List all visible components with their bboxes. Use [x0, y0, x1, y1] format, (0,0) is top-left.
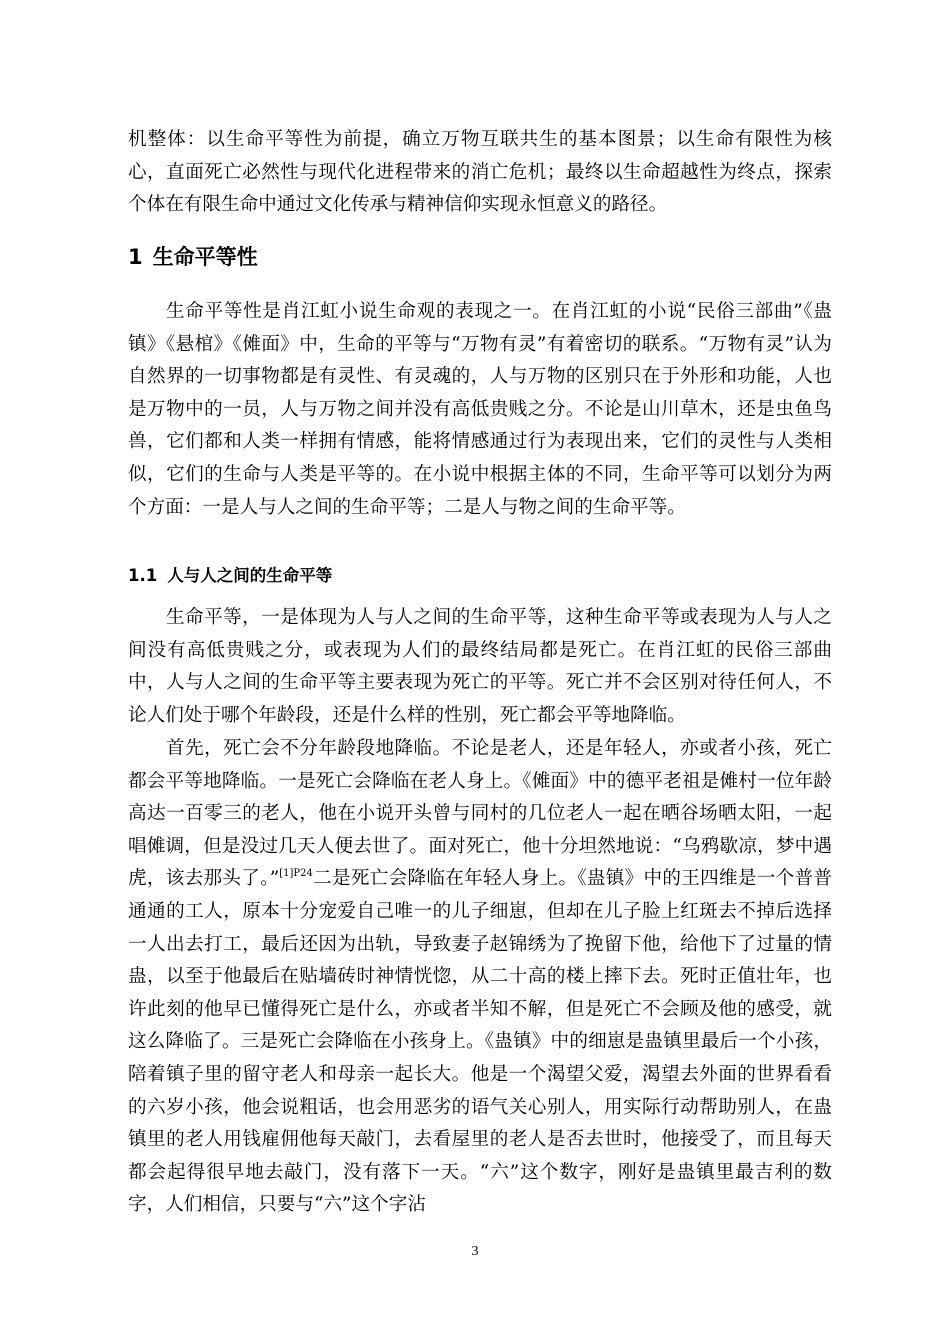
- intro-paragraph: 机整体：以生命平等性为前提，确立万物互联共生的基本图景；以生命有限性为核心，直面死亡必然性与现代化进程带来的消亡危机；最终以生命超越性为终点，探索个体在有限生命中通过文化传承与精神信仰实现永恒意义的路径。: [128, 129, 832, 216]
- section-1-1-heading: [128, 561, 332, 591]
- section-1-1-number: 1.1: [128, 566, 158, 585]
- page-number: 3: [471, 1244, 479, 1259]
- section-1-1-paragraph-1: 生命平等，一是体现为人与人之间的生命平等，这种生命平等或表现为人与人之间没有高低贵贱之分，或表现为人们的最终结局都是死亡。在肖江虹的民俗三部曲中，人与人之间的生命平等主要表现为死亡的平等。死亡并不会区别对待任何人，不论人们处于哪个年龄段，还是什么样的性别，死亡都会平等地降临。: [128, 607, 832, 726]
- section-1-title: 生命平等性: [152, 245, 258, 269]
- section-1-1-title: 人与人之间的生命平等: [167, 566, 333, 585]
- section-1-heading: [128, 241, 258, 273]
- section-1-1-paragraph-2: [128, 733, 832, 1222]
- paragraph-2-text-after-citation: 二是死亡会降临在年轻人身上。《蛊镇》中的王四维是一个普普通通的工人，原本十分宠爱自己唯一的儿子细崽，但却在儿子脸上红斑去不掉后选择一人出去打工，最后还因为出轨，导致妻子赵锦绣为了挽留下他，给他下了过量的情蛊，以至于他最后在贴墙砖时神情恍惚，从二十高的楼上摔下去。死时正值壮年，也许此刻的他早已懂得死亡是什么，亦或者半知不解，但是死亡不会顾及他的感受，就这么降临了。三是死亡会降临在小孩身上。《蛊镇》中的细崽是蛊镇里最后一个小孩，陪着镇子里的留守老人和母亲一起长大。他是一个渴望父爱，渴望去外面的世界看看的六岁小孩，他会说粗话，也会用恶劣的语气关心别人，用实际行动帮助别人，在蛊镇里的老人用钱雇佣他每天敲门，去看屋里的老人是否去世时，他接受了，而且每天都会起得很早地去敲门，没有落下一天。“六”这个数字，刚好是蛊镇里最吉利的数字，人们相信，只要与“六”这个字沾: [128, 868, 832, 1216]
- citation-superscript: [1]P24: [279, 868, 313, 880]
- section-1-paragraph: 生命平等性是肖江虹小说生命观的表现之一。在肖江虹的小说“民俗三部曲”《蛊镇》《悬棺》《傩面》中，生命的平等与“万物有灵”有着密切的联系。“万物有灵”认为自然界的一切事物都是有灵性、有灵魂的，人与万物的区别只在于外形和功能，人也是万物中的一员，人与万物之间并没有高低贵贱之分。不论是山川草木，还是虫鱼鸟兽，它们都和人类一样拥有情感，能将情感通过行为表现出来，它们的灵性与人类相似，它们的生命与人类是平等的。在小说中根据主体的不同，生命平等可以划分为两个方面：一是人与人之间的生命平等；二是人与物之间的生命平等。: [128, 301, 832, 518]
- section-1-number: 1: [128, 245, 143, 269]
- paragraph-2-text-before-citation: 首先，死亡会不分年龄段地降临。不论是老人，还是年轻人，亦或者小孩，死亡都会平等地降临。一是死亡会降临在老人身上。《傩面》中的德平老祖是傩村一位年龄高达一百零三的老人，他在小说开头曾与同村的几位老人一起在晒谷场晒太阳，一起唱傩调，但是没过几天人便去世了。面对死亡，他十分坦然地说：“乌鸦歇凉，梦中遇虎，该去那头了。”: [128, 738, 832, 890]
